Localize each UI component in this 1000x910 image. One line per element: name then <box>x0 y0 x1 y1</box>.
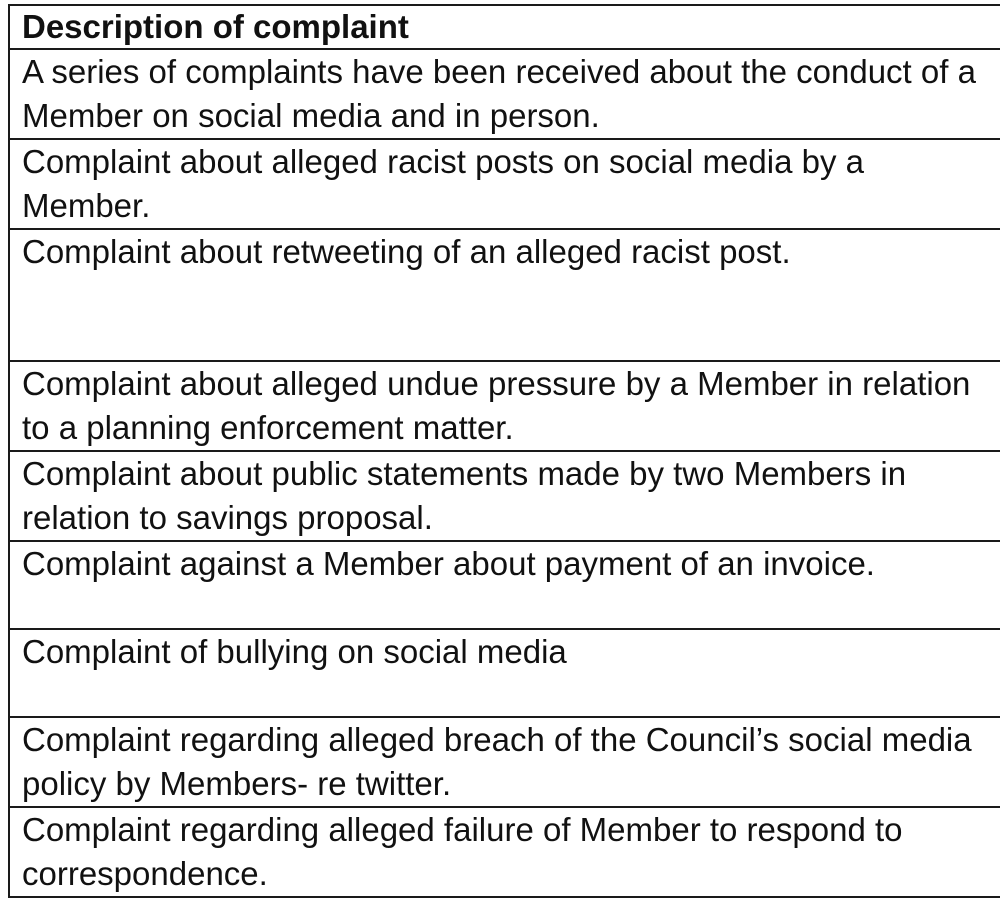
complaint-description: Complaint regarding alleged breach of the Council’s social media policy by Members- re twitter. <box>9 717 1000 807</box>
table-header-row <box>9 5 1000 49</box>
complaint-description: Complaint about retweeting of an alleged racist post. <box>9 229 1000 361</box>
table-row <box>9 229 1000 361</box>
complaint-description: Complaint against a Member about payment of an invoice. <box>9 541 1000 629</box>
table-row <box>9 717 1000 807</box>
table-row <box>9 629 1000 717</box>
complaints-table <box>8 4 1000 898</box>
column-header-description: Description of complaint <box>9 5 1000 49</box>
table-row <box>9 139 1000 229</box>
complaint-description: Complaint regarding alleged failure of Member to respond to correspondence. <box>9 807 1000 897</box>
table-row <box>9 49 1000 139</box>
complaint-description: A series of complaints have been received about the conduct of a Member on social media and in person. <box>9 49 1000 139</box>
table-row <box>9 807 1000 897</box>
table-row <box>9 451 1000 541</box>
complaint-description: Complaint about alleged undue pressure by a Member in relation to a planning enforcement matter. <box>9 361 1000 451</box>
table-row <box>9 361 1000 451</box>
complaint-description: Complaint about public statements made by two Members in relation to savings proposal. <box>9 451 1000 541</box>
complaint-description: Complaint of bullying on social media <box>9 629 1000 717</box>
complaint-description: Complaint about alleged racist posts on social media by a Member. <box>9 139 1000 229</box>
table-row <box>9 541 1000 629</box>
